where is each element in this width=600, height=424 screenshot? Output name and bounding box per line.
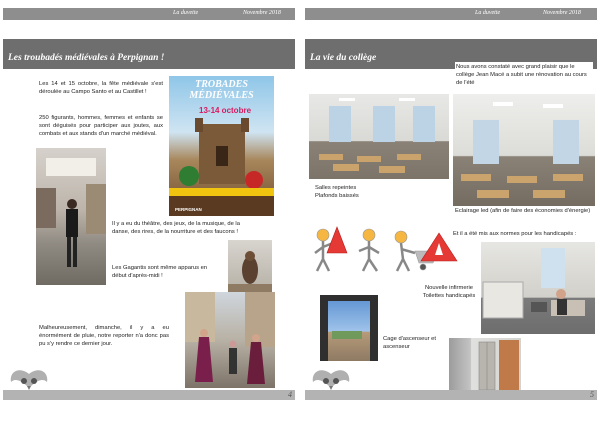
left-page — [3, 8, 295, 416]
photo-classroom-1 — [309, 94, 449, 179]
page-header — [3, 8, 295, 20]
photo-costumed-people — [185, 292, 275, 388]
caption-painted-rooms: Salles repeintes Plafonds baissés — [315, 185, 359, 200]
photo-falcon — [228, 240, 272, 292]
paragraph-activities: Il y a eu du théâtre, des jeux, de la musique, de la danse, des rires, de la nourriture et des faucons ! — [112, 221, 240, 236]
photo-classroom-2 — [453, 94, 595, 206]
poster-footer: PERPIGNAN — [175, 207, 202, 212]
photo-elevator-doors — [449, 338, 521, 392]
caption-infirmary: Nouvelle infirmerie Toilettes handicapés — [422, 285, 476, 300]
page-header — [305, 8, 597, 20]
construction-illustration — [311, 223, 461, 278]
page-number: 4 — [288, 390, 292, 399]
festival-poster — [169, 76, 274, 216]
poster-line1: TROBADES — [195, 79, 248, 90]
header-date: Novembre 2018 — [543, 10, 581, 16]
header-newspaper-name: La duvette — [173, 10, 199, 16]
paragraph-rain: Malheureusement, dimanche, il y a eu énormément de pluie, notre reporter n'a donc pas pu s'y rendre ce dernier jour. — [39, 325, 169, 348]
page-footer — [3, 390, 295, 400]
poster-dates: 13-14 octobre — [199, 106, 252, 115]
caption-led-lighting: Eclairage led (afin de faire des économies d'énergie) — [455, 208, 591, 214]
article-title: La vie du collège — [310, 53, 377, 63]
title-band — [3, 39, 295, 69]
header-date: Novembre 2018 — [243, 10, 281, 16]
header-newspaper-name: La duvette — [475, 10, 501, 16]
paragraph-gagantis: Les Gagantis sont même apparus en début d'après-midi ! — [112, 265, 208, 280]
right-page — [305, 8, 597, 416]
article-title: Les troubadés médiévales à Perpignan ! — [8, 53, 165, 63]
photo-girl-at-festival — [36, 148, 106, 285]
page-number: 5 — [590, 390, 594, 399]
paragraph-intro: Les 14 et 15 octobre, la fête médiévale s'est déroulée au Campo Santo et au Castillet ! — [39, 81, 163, 96]
photo-infirmary — [481, 242, 595, 334]
poster-line2: MÉDIÉVALES — [189, 89, 254, 101]
photo-elevator-shaft — [320, 295, 378, 361]
paragraph-figurants: 250 figurants, hommes, femmes et enfants se sont déguisés pour participer aux joutes, aux combats et aux stands d'un marché médiéval. — [39, 115, 163, 138]
page-footer — [305, 390, 597, 400]
renovation-intro: Nous avons constaté avec grand plaisir que le collège Jean Macé a subit une rénovation au cours de l'été — [455, 62, 593, 89]
caption-elevator: Cage d'ascenseur et ascenseur — [383, 336, 436, 351]
caption-accessibility: Et il a été mis aux normes pour les handicapés : — [453, 231, 577, 237]
